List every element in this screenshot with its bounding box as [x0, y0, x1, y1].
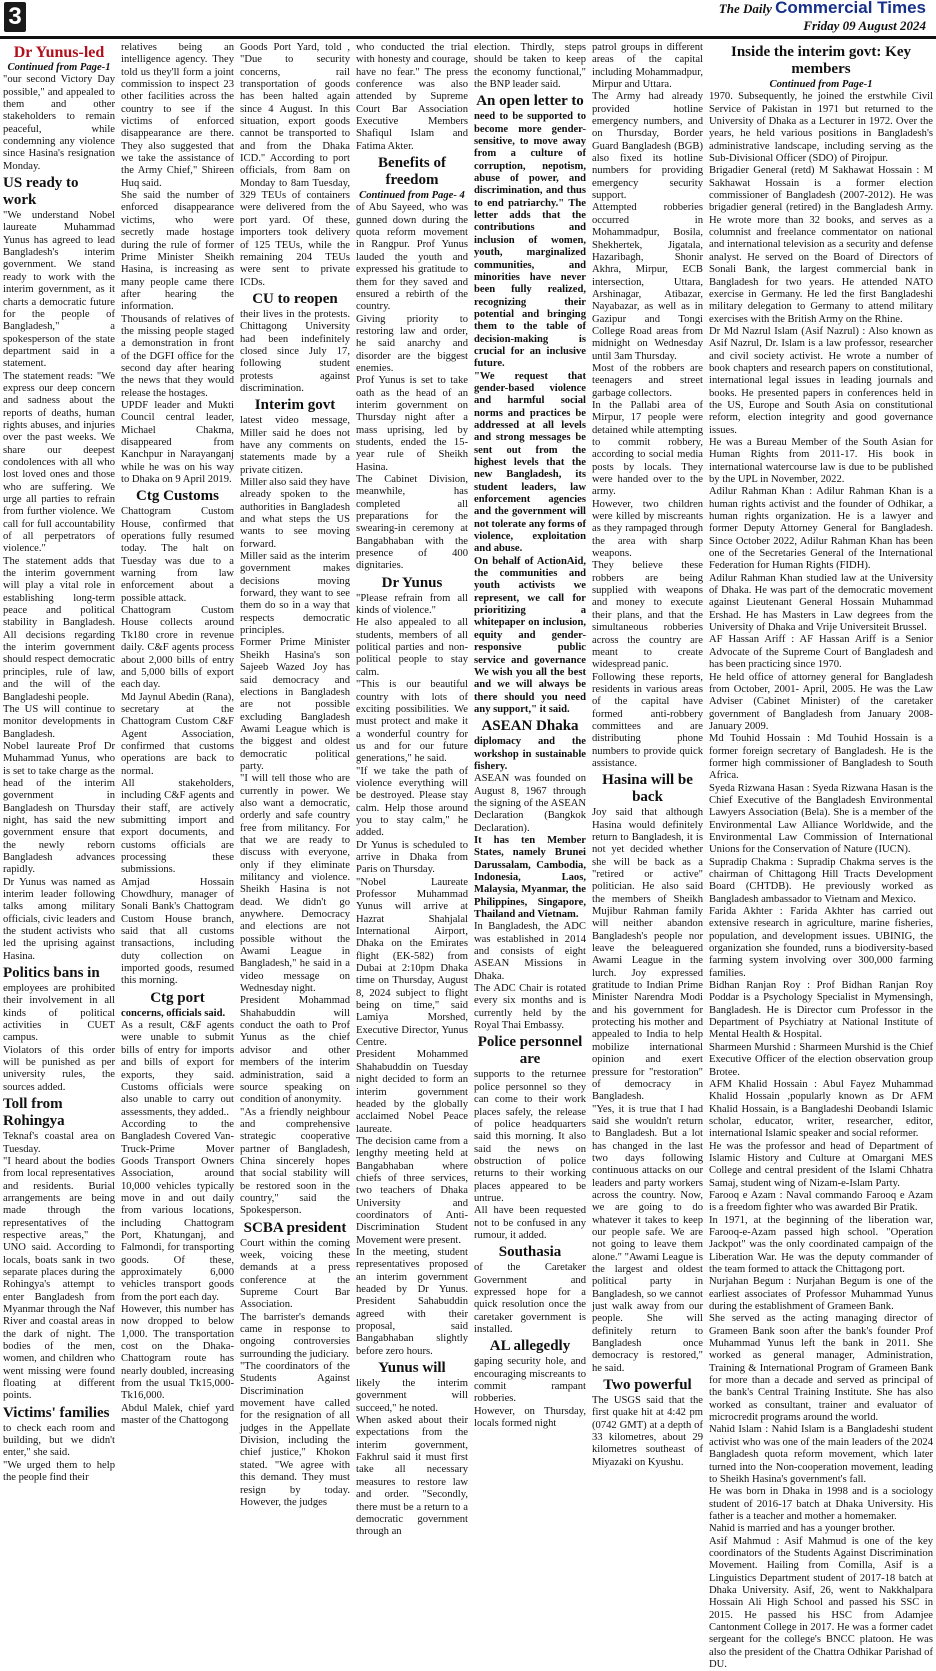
- paragraph: The barrister's demands came in response to ongoing controversies surrounding the judiciary.: [240, 1311, 350, 1360]
- headline-scba-president: SCBA president: [243, 1219, 347, 1236]
- paragraph: On behalf of ActionAid, the communities and youth activists we represent, we call for prioritizing a whitepaper on inclusion, equity and gender-responsive public service and governance We wish you all the best and we will always be there should you need any support," it said.: [474, 555, 586, 715]
- paragraph: The US will continue to monitor developments in Bangladesh.: [3, 703, 115, 740]
- headline-dr-yunus: Dr Yunus: [381, 574, 443, 591]
- paragraph: Prof Yunus is set to take oath as the head of an interim government on Thursday night after a mass uprising, led by students, ended the 15-year rule of Sheikh Hasina.: [356, 375, 468, 473]
- paragraph: Amjad Hossain Chowdhury, manager of Sonali Bank's Chattogram Custom House branch, said that all customs transactions, including duty collection on imported goods, resumed this morning.: [121, 876, 234, 987]
- paragraph: "We request that gender-based violence and harmful social norms and practices be addressed at all levels and strong messages be sent out from the highest levels that the new Bangladesh, its student leaders, law enforcement agencies and the government will not tolerate any forms of violence, exploitation and abuse.: [474, 370, 586, 555]
- paragraph: Adilur Rahman Khan studied law at the University of Dhaka. He was part of the democratic movement against Lieutenant General Hossain Muhammad Ershad. He has Masters in Law degrees from the University of Dhaka and Vrije Universiteit Brussel.: [709, 572, 933, 634]
- paragraph: According to the Bangladesh Covered Van-Truck-Prime Mover Goods Transport Owners Association, around 10,000 vehicles typically move in and out daily from various locations, including Chattogram Port, Khatunganj, and Falmondi, for transporting goods. Of these, approximately 6,000 vehicles transport goods from the port each day.: [121, 1118, 234, 1303]
- headline-toll-rohingya: Toll from Rohingya: [3, 1096, 65, 1130]
- continued-note: Continued from Page-1: [769, 79, 873, 90]
- paragraph: "If we take the path of violence everything will be destroyed. Please stay calm. Help those around you to stay calm," he added.: [356, 765, 468, 839]
- continued-note: Continued from Page- 4: [359, 190, 465, 202]
- paragraph: The statement adds that the interim government will play a vital role in establishing long-term peace and political stability in Bangladesh. All decisions regarding the interim government should respect democratic principles, rule of law, and the will of the Bangladeshi people.: [3, 555, 115, 703]
- paragraph: Miller also said they have already spoken to the authorities in Bangladesh and what steps the US wants to see moving forward.: [240, 477, 350, 550]
- paragraph: "We understand Nobel laureate Muhammad Yunus has agreed to lead Bangladesh's interim government. We stand ready to work with the interim government, as it charts a democratic future for the people of Bangladesh," a spokesperson of the state department said in a statement.: [3, 210, 115, 370]
- paragraph: President Mohammad Shahabuddin will conduct the oath to Prof Yunus as the chief advisor and other members of the interim administration, said a source speaking on condition of anonymity.: [240, 995, 350, 1106]
- paragraph: Dr Md Nazrul Islam (Asif Nazrul) : Also known as Asif Nazrul, Dr. Islam is a law professor, researcher and civil society activist. He wrote a number of book chapters and research papers on constitutional, international legal issues in leading journals and books. He presented papers in conferences held in the US, Europe and South Asia on constitutional reform, election integrity and good governance issues.: [709, 325, 933, 436]
- paragraph: In Bangladesh, the ADC was established in 2014 and consists of eight ASEAN Missions in Dhaka.: [474, 921, 586, 982]
- paragraph: Abdul Malek, chief yard master of the Chattogong: [121, 1402, 234, 1427]
- paragraph: However, this number has now dropped to below 1,000. The transportation cost on the Dhaka-Chattogram route has nearly doubled, increasing from the usual Tk15,000-Tk16,000.: [121, 1304, 234, 1402]
- paragraph: to check each room and building, but we didn't enter," she said.: [3, 1422, 115, 1459]
- paragraph: In the Pallabi area of Mirpur, 17 people were detained while attempting to commit robbery, according to social media posts by locals. They were handed over to the army.: [592, 399, 703, 498]
- paragraph: As a result, C&F agents were unable to submit bills of entry for imports and bills of export for exports, they said. Customs officials were also unable to carry out assessments, they added..: [121, 1020, 234, 1118]
- paragraph: She said the number of enforced disappearance victims, who were secretly made hostage during the rule of former Prime Minister Sheikh Hasina, is increasing as many people came there after hearing the information.: [121, 190, 234, 313]
- paragraph: When asked about their expectations from the interim government, Fakhrul said it must first take all necessary measures to restore law and order. "Secondly, there must be a return to a democratic government through an: [356, 1415, 468, 1538]
- paragraph: Adilur Rahman Khan : Adilur Rahman Khan is a human rights activist and the founder of Odhikar, a human rights organization. He is a lawyer and former Deputy Attorney General for Bangladesh. Since October 2022, Adilur Rahman Khan has been one of the Secretaries General of the International Federation for Human Rights (FIDH).: [709, 486, 933, 572]
- paragraph: Nahid Islam : Nahid Islam is a Bangladeshi student activist who was one of the main leaders of the 2024 Bangladesh quota reform movement, which later turned into the Non-cooperation movement, leading to Sheikh Hasina's government's fall.: [709, 1424, 933, 1485]
- paragraph: likely the interim government will succeed," he noted.: [356, 1378, 468, 1414]
- column-1: [0, 42, 118, 1484]
- headline-interim-govt: Interim govt: [254, 397, 336, 414]
- paragraph: "Please refrain from all kinds of violence.": [356, 592, 468, 617]
- paragraph: UPDF leader and Mukti Council central leader, Michael Chakma, disappeared from Kanchpur in Narayanganj while he was on his way to Dhaka on 9 April 2019.: [121, 399, 234, 486]
- brand-name: Commercial Times: [775, 0, 926, 17]
- paragraph: He was born in Dhaka in 1998 and is a sociology student of 2016-17 batch at Dhaka University. His father is a teacher and mother a homemaker.: [709, 1486, 933, 1522]
- paragraph: Former Prime Minister Sheikh Hasina's son Sajeeb Wazed Joy has said democracy and elections in Bangladesh are not possible excluding Bangladesh Awami League which is the biggest and oldest democratic political party.: [240, 637, 350, 772]
- paragraph: Md Jaynul Abedin (Rana), secretary at the Chattogram Custom C&F Agent Association, confirmed that customs operations are back to normal.: [121, 691, 234, 777]
- paragraph: AF Hassan Ariff : AF Hassan Ariff is a Senior Advocate of the Supreme Court of Bangladesh and has been practicing since 1970.: [709, 634, 933, 671]
- paragraph: Teknaf's coastal area on Tuesday.: [3, 1131, 115, 1155]
- headline-open-letter: An open letter to: [476, 93, 584, 110]
- paragraph: "our second Victory Day possible," and appealed to them and other stakeholders to remain peaceful, while condemning any violence since Hasina's resignation Monday.: [3, 74, 115, 172]
- paragraph: In the meeting, student representatives proposed an interim government headed by Dr Yunus. President Sahabuddin agreed with their proposal, said Bangabhaban slightly before zero hours.: [356, 1246, 468, 1357]
- column-5: [471, 42, 589, 1455]
- paragraph: Dr Yunus is scheduled to arrive in Dhaka from Paris on Thursday.: [356, 839, 468, 876]
- paragraph: Syeda Rizwana Hasan : Syeda Rizwana Hasan is the Chief Executive of the Bangladesh Environmental Lawyers Association (Bela). She is a member of the Environmental Law Alliance Worldwide, and the Environmental Law Commission of International Unions for the Conservation of Nature (IUCN).: [709, 782, 933, 856]
- paragraph: patrol groups in different areas of the capital including Mohammadpur, Mirpur and Uttara.: [592, 42, 703, 91]
- paragraph: concerns, officials said.: [121, 1007, 226, 1019]
- paragraph: Giving priority to restoring law and order, he said anarchy and disorder are the biggest enemies.: [356, 313, 468, 374]
- paragraph: He also appealed to all students, members of all political parties and non-political people to stay calm.: [356, 617, 468, 678]
- headline-al-allegedly: AL allegedly: [489, 1338, 571, 1355]
- paragraph: Court within the coming week, voicing these demands at a press conference at the Supreme Court Bar Association.: [240, 1237, 350, 1311]
- headline-two-powerful: Two powerful: [603, 1377, 692, 1394]
- headline-benefits-freedom: Benefits of freedom: [378, 155, 446, 189]
- paragraph: supports to the returnee police personnel so they can come to their work places safely, the release of police headquarters said this morning. It also said the news on obstruction of police returns to their working places appeared to be untrue.: [474, 1069, 586, 1204]
- headline-southasia: Southasia: [498, 1244, 562, 1261]
- masthead: [0, 0, 936, 36]
- paragraph: Bidhan Ranjan Roy : Prof Bidhan Ranjan Roy Poddar is a Psychology Specialist in Mymensingh, Bangladesh. He is Director cum Professor in the Department of Psychiatry at National Institute of Mental Health & Hospital.: [709, 980, 933, 1041]
- paragraph: All have been requested not to be confused in any rumour, it added.: [474, 1205, 586, 1241]
- paragraph: "We urged them to help the people find their: [3, 1459, 115, 1484]
- paragraph: Dr Yunus was named as interim leader following talks among military officials, civic leaders and the student activists who led the uprising against Hasina.: [3, 876, 115, 962]
- paragraph: The decision came from a lengthy meeting held at Bangabhaban where chiefs of three services, two teachers of Dhaka University and coordinators of Anti-Discrimination Student Movement were present.: [356, 1135, 468, 1246]
- paragraph: Farida Akhter : Farida Akhter has carried out extensive research in agriculture, marine fisheries, population, and development issues. UBINIG, the organization she founded, runs a biodiversity-based farming system involving over 300,000 farming families.: [709, 906, 933, 979]
- paragraph: Miller said as the interim government makes decisions moving forward, they want to see them do so in a way that respects democratic principles.: [240, 551, 350, 637]
- headline-asean-dhaka: ASEAN Dhaka: [481, 718, 579, 735]
- headline-victims-families: Victims' families: [3, 1404, 110, 1421]
- dateline: Friday 09 August 2024: [803, 18, 926, 33]
- page-columns: [0, 42, 936, 1670]
- paragraph: The ADC Chair is rotated every six months and is currently held by the Royal Thai Embassy.: [474, 983, 586, 1032]
- paragraph: He was a Bureau Member of the South Asian for Human Rights from 2011-17. His book in international watercourse law is due to be published by the UPL in November, 2022.: [709, 436, 933, 485]
- newspaper-brand: [719, 0, 926, 34]
- paragraph: "As a friendly neighbour and comprehensive strategic cooperative partner of Bangladesh, China sincerely hopes that social stability will be restored soon in the country," said the Spokesperson.: [240, 1106, 350, 1217]
- paragraph: The Cabinet Division, meanwhile, has completed all preparations for the swearing-in ceremony at Bangabhaban with the presence of 400 dignitaries.: [356, 474, 468, 572]
- paragraph: Attempted robberies occurred in Mohammadpur, Bosila, Shekhertek, Jigatala, Hazaribagh, Shonir Akhra, Mirpur, ECB intersection, Uttara, Arshinagar, Atibazar, Nayabazar, as well as in Gazipur and Tongi College Road areas from midnight on Wednesday until 3am Thursday.: [592, 202, 703, 362]
- paragraph: "Yes, it is true that I had said she wouldn't return to Bangladesh. But a lot has changed in the last two days following continuous attacks on our leaders and party workers across the country. Now, we are going to do whatever it takes to keep our people safe. We are not going to leave them alone." "Awami League is the largest and oldest political party in Bangladesh, so we cannot just walk away from our people. She will definitely return to Bangladesh once democracy is restored," he said.: [592, 1103, 703, 1374]
- paragraph: "This is our beautiful country with lots of exciting possibilities. We must protect and make it a wonderful country for us and for our future generations," he said.: [356, 679, 468, 765]
- paragraph: employees are prohibited their involvement in all kinds of political activities in CUET campus.: [3, 983, 115, 1044]
- paragraph: Thousands of relatives of the missing people staged a demonstration in front of the DGFI office for the second day after hearing the news that they would release the hostages.: [121, 313, 234, 399]
- paragraph: Goods Port Yard, told , "Due to security concerns, rail transportation of goods has been halted again since 4 August. In this situation, export goods cannot be transported to and from the Dhaka ICD." According to port officials, from 8am on Monday to 8am Tuesday, 329 TEUs of containers were delivered from the port yard. Of these, importers took delivery of 125 TEUs, while the remaining 204 TEUs were sent to private ICDs.: [240, 42, 350, 288]
- paragraph: President Mohammed Shahabuddin on Tuesday night decided to form an interim government headed by the globally acclaimed Nobel Peace laureate.: [356, 1049, 468, 1135]
- paragraph: He held office of attorney general for Bangladesh from October, 2001- April, 2005. He was the Law Adviser (Cabinet Minister) of the caretaker government of Bangladesh from January 2008- January 2009.: [709, 671, 933, 732]
- paragraph: "The coordinators of the Students Against Discrimination movement have called for the resignation of all judges in the Appellate Division, including the chief justice," Khokon stated. "We agree with this demand. They must resign by today. However, the judges: [240, 1361, 350, 1508]
- paragraph: Supradip Chakma : Supradip Chakma serves is the chairman of Chittagong Hill Tracts Development Board (CHTDB). He previously worked as Bangladesh ambassador to Vietnam and Mexico.: [709, 856, 933, 905]
- headline-us-ready: US ready to work: [3, 175, 79, 209]
- paragraph: The statement reads: "We express our deep concern and sadness about the reports of deaths, human rights abuses, and injuries over the past weeks. We share our deepest condolences with all who lost loved ones and those who are suffering. We urge all parties to refrain from further violence. We call for full accountability of all perpetrators of violence.": [3, 370, 115, 555]
- paragraph: However, two children were killed by miscreants as they rampaged through the area with sharp weapons.: [592, 498, 703, 560]
- paragraph: Nobel laureate Prof Dr Muhammad Yunus, who is set to take charge as the head of the interim government in Bangladesh on Thursday night, has said the new government ensure that the newly reborn Bangladesh advances rapidly.: [3, 740, 115, 876]
- paragraph: Md Touhid Hossain : Md Touhid Hossain is a former foreign secretary of Bangladesh. He is the former high commissioner of Bangladesh to South Africa.: [709, 733, 933, 782]
- column-3: [237, 42, 353, 1508]
- paragraph: need to be supported to become more gender-sensitive, to move away from a culture of corruption, nepotism, abuse of power, and discrimination, and thus to end patriarchy." The letter adds that the contributions and inclusion of women, youth, marginalized communities, and minorities have never been fully realized, recognizing their potential and bringing them to the table of decision-making is crucial for an inclusive future.: [474, 111, 586, 370]
- headline-yunus-will: Yunus will: [378, 1360, 446, 1377]
- headline-politics-bans: Politics bans in: [3, 965, 100, 982]
- paragraph: Violators of this order will be punished as per university rules, the sources added.: [3, 1044, 115, 1093]
- paragraph: Nahid is married and has a younger brother.: [709, 1523, 895, 1535]
- paragraph: Joy said that although Hasina would definitely return to Bangladesh, it is not yet decided whether she will be back as a "retired or active" politician. He also said the members of Sheikh Mujibur Rahman family will neither abandon Bangladesh's people nor leave the beleaguered Awami League in the lurch. Joy expressed gratitude to Indian Prime Minister Narendra Modi and his government for protecting his mother and appealed to India to help mobilize international opinion and exert pressure for "restoration" of democracy in Bangladesh.: [592, 807, 703, 1103]
- paragraph: "I will tell those who are currently in power. We also want a democratic, orderly and safe country free from militancy. For that we are ready to discuss with everyone, only if they eliminate militancy and violence. Sheikh Hasina is not dead. We didn't go anywhere. Democracy and elections are not possible without the Awami League in Bangladesh," he said in a video message on Wednesday night.: [240, 773, 350, 995]
- paragraph: latest video message, Miller said he does not have any comments on statements made by a private citizen.: [240, 415, 350, 476]
- paragraph: Following these reports, residents in various areas of the capital have formed anti-robbery committees and are distributing phone numbers to provide quick assistance.: [592, 671, 703, 769]
- paragraph: gaping security hole, and encouraging miscreants to commit rampant robberies.: [474, 1356, 586, 1405]
- paragraph: Sharmeen Murshid : Sharmeen Murshid is the Chief Executive Officer of the election observation group Brotee.: [709, 1041, 933, 1078]
- paragraph: Farooq e Azam : Naval commando Farooq e Azam is a freedom fighter who was awarded Bir Pratik.: [709, 1189, 933, 1214]
- paragraph: diplomacy and the workshop in sustainable fishery.: [474, 736, 586, 772]
- paragraph: Most of the robbers are teenagers and street garbage collectors.: [592, 362, 703, 399]
- paragraph: relatives being an intelligence agency. They told us they'll form a joint commission to inspect 23 other facilities across the country to see if the victims of enforced disappearance are there. They also suggested that we take the assistance of the Army Chief," Shireen Huq said.: [121, 42, 234, 189]
- paragraph: their lives in the protests. Chittagong University had been indefinitely closed since July 17, following student protests against discrimination.: [240, 308, 350, 394]
- paragraph: However, on Thursday, locals formed night: [474, 1405, 586, 1430]
- brand-line: [719, 0, 926, 16]
- paragraph: Asif Mahmud : Asif Mahmud is one of the key coordinators of the Students Against Discrimination Movement. Hailing from Comilla, Asif is a Linguistics Department student of 2017-18 batch at Dhaka University. Asif, 26, went to Nakkhalpara Hossain Ali High School and passed his SSC in 2015. He passed his HSC from Adamjee Cantonment College in 2017. He was a former cadet sergeant for the college's BNCC platoon. He was also the president of the Chattra Odhikar Parishad of DU.: [709, 1535, 933, 1670]
- paragraph: 1970. Subsequently, he joined the erstwhile Civil Service of Pakistan in 1971 but returned to the University of Dhaka as a Lecturer in 1972. Over the years, he held various positions in Bangladesh's administrative landscape, including serving as the Sub-Divisional Officer (SDO) of Pirojpur.: [709, 91, 933, 165]
- paragraph: election. Thirdly, steps should be taken to keep the economy functional," the BNP leader said.: [474, 42, 586, 91]
- paragraph: "I heard about the bodies from local representatives and residents. Burial arrangements are being made through the representatives of the respective areas," the UNO said. According to locals, boats sank in two separate places during the Rohingya's attempt to enter Bangladesh from Myanmar through the Naf River and coastal areas in the dark of night. The bodies of the men, women, and children who went missing were found floating at different points.: [3, 1155, 115, 1402]
- page-number: 3: [4, 2, 26, 32]
- brand-prefix: The Daily: [718, 1, 772, 16]
- masthead-rule: [0, 36, 936, 39]
- paragraph: of the Caretaker Government and expressed hope for a quick resolution once the caretaker government is installed.: [474, 1262, 586, 1335]
- paragraph: It has ten Member States, namely Brunei Darussalam, Cambodia, Indonesia, Laos, Malaysia, Myanmar, the Philippines, Singapore, Thailand and Vietnam.: [474, 834, 586, 921]
- paragraph: The USGS said that the first quake hit at 4:42 pm (0742 GMT) at a depth of 33 kilometres, about 29 kilometres southeast of Miyazaki on Kyushu.: [592, 1395, 703, 1468]
- headline-police-personnel: Police personnel are: [477, 1034, 583, 1068]
- headline-cu-reopen: CU to reopen: [252, 290, 338, 307]
- headline-ctg-customs: Ctg Customs: [136, 488, 219, 505]
- paragraph: In 1971, at the beginning of the liberation war, Farooq-e-Azam passed high school. "Operation Jackpot" was the only coordinated campaign of the Liberation War. He was the deputy commander of the team formed to attack the Chittagong port.: [709, 1214, 933, 1275]
- paragraph: "Nobel Laureate Professor Muhammad Yunus will arrive at Hazrat Shahjalal International Airport, Dhaka on the Emirates flight (EK-582) from Dubai at 2:10pm Dhaka time on Thursday, August 8, 2024 subject to flight being on time," said Lamiya Morshed, Executive Director, Yunus Centre.: [356, 876, 468, 1049]
- paragraph: who conducted the trial with honesty and courage, have no fear." The press conference was also attended by Supreme Court Bar Association Executive Members Shafiqul Islam and Fatima Akter.: [356, 42, 468, 152]
- paragraph: The Army had already provided hotline emergency numbers, and on Thursday, Border Guard Bangladesh (BGB) also fixed its hotline numbers for providing emergency security support.: [592, 91, 703, 202]
- paragraph: She served as the acting managing director of Grameen Bank soon after the bank's founder Prof Muhammad Yunus left the bank in 2011. She worked as general manager, Administration, Training & International Program of Grameen Bank for more than a decade and served as principal of the bank's Central Training Institute. She has also worked as consultant, trainer and evaluator of microcredit programs around the world.: [709, 1313, 933, 1424]
- paragraph: AFM Khalid Hossain : Abul Fayez Muhammad Khalid Hossain ,popularly known as Dr AFM Khalid Hossain, is a Bangladeshi Deobandi Islamic scholar, educator, writer, researcher, editor, international Islamic speaker and social reformer.: [709, 1078, 933, 1140]
- paragraph: Chattogram Custom House, confirmed that operations fully resumed today. The halt on Tuesday was due to a warning from law enforcement about a possible attack.: [121, 506, 234, 604]
- headline-ctg-port: Ctg port: [150, 989, 205, 1006]
- column-2: [118, 42, 237, 1455]
- paragraph: of Abu Sayeed, who was gunned down during the quota reform movement in Rangpur. Prof Yunus lauded the youth and expressed his gratitude to them for they saved and ensured a rebirth of the country.: [356, 202, 468, 313]
- paragraph: Nurjahan Begum : Nurjahan Begum is one of the earliest associates of Professor Muhammad Yunus during the establishment of Grameen Bank.: [709, 1276, 933, 1313]
- headline-hasina-back: Hasina will be back: [602, 772, 693, 806]
- headline-interim-key-members: Inside the interim govt: Key members: [731, 44, 911, 77]
- continued-note: Continued from Page-1: [7, 62, 111, 73]
- paragraph: All stakeholders, including C&F agents and their staff, are actively submitting import and export documents, and customs officials are processing these submissions.: [121, 777, 234, 876]
- column-7: [706, 42, 936, 1670]
- paragraph: Brigadier General (retd) M Sakhawat Hossain : M Sakhawat Hossain is a former election commissioner of Bangladesh (2007-2012). He was brigadier general (retired) in the Bangladesh Army. He wrote more than 32 books, and serves as a columnist and freelance commentator on national and international television as a security and defense analyst. He served on the Board of Directors of Sonali Bank, the largest commercial bank in Bangladesh for two years. He attended NATO exercise in Germany. He led the first Bangladeshi military delegation to Germany to attend military exercises with the British Army on the Rhine.: [709, 165, 933, 325]
- column-4: [353, 42, 471, 1538]
- paragraph: Chattogram Custom House collects around Tk180 crore in revenue daily. C&F agents process about 2,000 bills of entry and 5,000 bills of export each day.: [121, 605, 234, 691]
- headline-dr-yunus-led: Dr Yunus-led: [13, 44, 105, 61]
- paragraph: They believe these robbers are being supplied with weapons and money to execute their plans, and that the simultaneous robberies across the country are meant to create widespread panic.: [592, 560, 703, 671]
- column-6: [589, 42, 706, 1468]
- paragraph: He was the professor and head of Department of Islamic History and Culture at Omargani MES College and central president of the Islami Chhatra Samaj, student wing of Nizam-e-Islam Party.: [709, 1140, 933, 1189]
- paragraph: ASEAN was founded on August 8, 1967 through the signing of the ASEAN Declaration (Bangkok Declaration).: [474, 773, 586, 834]
